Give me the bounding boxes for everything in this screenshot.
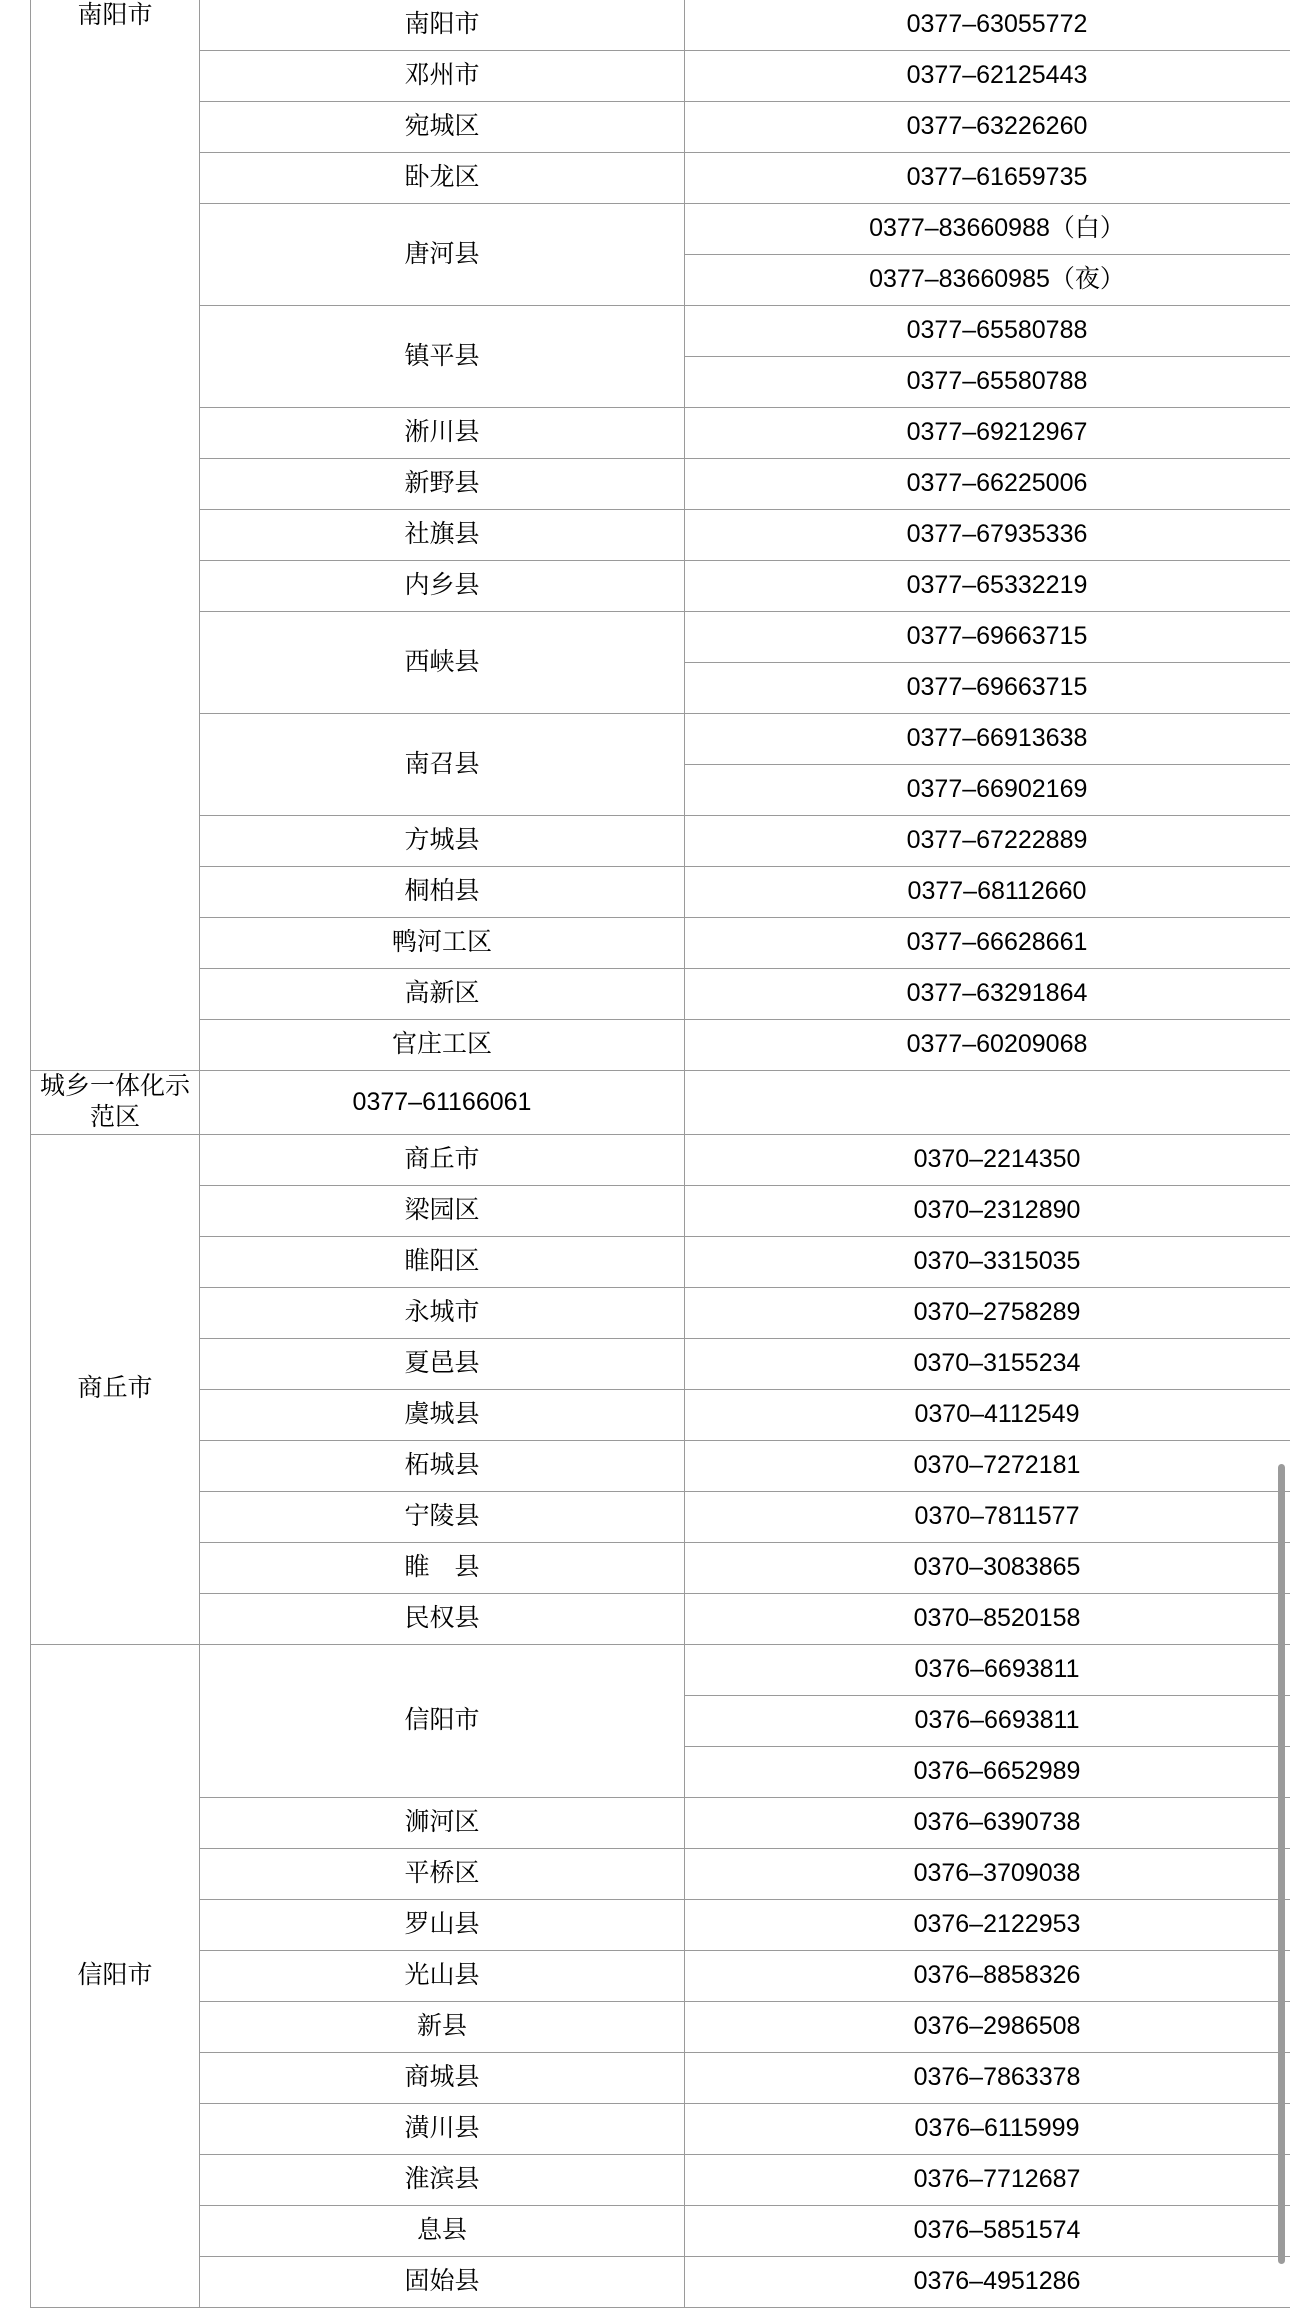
table-row — [31, 1899, 1290, 1950]
phone-cell: 0370–2214350 — [685, 1134, 1290, 1185]
table-row — [31, 1185, 1290, 1236]
table-row — [31, 612, 1290, 663]
district-cell: 新县 — [200, 2001, 685, 2052]
table-row — [31, 1134, 1290, 1185]
district-cell: 邓州市 — [200, 51, 685, 102]
district-cell: 新野县 — [200, 459, 685, 510]
city-cell: 商丘市 — [31, 1134, 200, 1644]
table-row — [31, 1491, 1290, 1542]
table-row — [31, 204, 1290, 255]
district-cell: 南召县 — [200, 714, 685, 816]
phone-cell: 0376–4951286 — [685, 2256, 1290, 2307]
table-row — [31, 2154, 1290, 2205]
table-row — [31, 1542, 1290, 1593]
table-row — [31, 1287, 1290, 1338]
district-cell: 宁陵县 — [200, 1491, 685, 1542]
phone-cell: 0377–60209068 — [685, 1020, 1290, 1071]
district-cell: 浉河区 — [200, 1797, 685, 1848]
district-cell: 唐河县 — [200, 204, 685, 306]
table-row — [31, 867, 1290, 918]
district-cell: 光山县 — [200, 1950, 685, 2001]
phone-cell: 0377–63055772 — [685, 0, 1290, 51]
table-row — [31, 408, 1290, 459]
district-cell: 商城县 — [200, 2052, 685, 2103]
table-row — [31, 816, 1290, 867]
phone-cell: 0376–3709038 — [685, 1848, 1290, 1899]
district-cell: 永城市 — [200, 1287, 685, 1338]
table-row — [31, 1797, 1290, 1848]
district-cell: 梁园区 — [200, 1185, 685, 1236]
table-row — [31, 1389, 1290, 1440]
phone-cell: 0376–2122953 — [685, 1899, 1290, 1950]
table-row — [31, 1950, 1290, 2001]
district-cell: 西峡县 — [200, 612, 685, 714]
district-cell: 息县 — [200, 2205, 685, 2256]
table-row — [31, 1848, 1290, 1899]
district-cell: 虞城县 — [200, 1389, 685, 1440]
district-cell: 夏邑县 — [200, 1338, 685, 1389]
table-row — [31, 153, 1290, 204]
phone-cell: 0377–63226260 — [685, 102, 1290, 153]
phone-cell: 0376–2986508 — [685, 2001, 1290, 2052]
phone-cell: 0377–61659735 — [685, 153, 1290, 204]
district-cell: 柘城县 — [200, 1440, 685, 1491]
phone-cell: 0377–65580788 — [685, 306, 1290, 357]
phone-cell: 0377–61166061 — [200, 1071, 685, 1135]
phone-cell: 0377–66225006 — [685, 459, 1290, 510]
district-cell: 罗山县 — [200, 1899, 685, 1950]
phone-cell: 0376–6652989 — [685, 1746, 1290, 1797]
phone-cell: 0370–7272181 — [685, 1440, 1290, 1491]
table-row — [31, 2001, 1290, 2052]
district-cell: 民权县 — [200, 1593, 685, 1644]
district-cell: 商丘市 — [200, 1134, 685, 1185]
phone-cell: 0377–63291864 — [685, 969, 1290, 1020]
phone-cell: 0370–3315035 — [685, 1236, 1290, 1287]
table-body — [31, 0, 1290, 2307]
table-row — [31, 714, 1290, 765]
district-cell: 信阳市 — [200, 1644, 685, 1797]
phone-cell: 0376–6693811 — [685, 1644, 1290, 1695]
table-row — [31, 1071, 1290, 1135]
district-cell: 淅川县 — [200, 408, 685, 459]
phone-cell: 0377–69663715 — [685, 663, 1290, 714]
phone-cell: 0370–3155234 — [685, 1338, 1290, 1389]
district-cell: 睢阳区 — [200, 1236, 685, 1287]
phone-cell: 0370–7811577 — [685, 1491, 1290, 1542]
table-row — [31, 1236, 1290, 1287]
table-row — [31, 1593, 1290, 1644]
district-cell: 镇平县 — [200, 306, 685, 408]
phone-cell: 0377–66902169 — [685, 765, 1290, 816]
table-row — [31, 1020, 1290, 1071]
phone-cell: 0376–6693811 — [685, 1695, 1290, 1746]
phone-cell: 0370–2312890 — [685, 1185, 1290, 1236]
city-cell: 南阳市 — [31, 0, 200, 1071]
table-row — [31, 51, 1290, 102]
table-row — [31, 459, 1290, 510]
phone-cell: 0377–83660985（夜） — [685, 255, 1290, 306]
phone-cell: 0377–69663715 — [685, 612, 1290, 663]
table-row — [31, 969, 1290, 1020]
phone-cell: 0377–62125443 — [685, 51, 1290, 102]
table-row — [31, 561, 1290, 612]
table-row — [31, 918, 1290, 969]
phone-cell: 0376–7712687 — [685, 2154, 1290, 2205]
table-row — [31, 2103, 1290, 2154]
phone-cell: 0377–68112660 — [685, 867, 1290, 918]
phone-cell: 0377–83660988（白） — [685, 204, 1290, 255]
district-cell: 社旗县 — [200, 510, 685, 561]
district-cell: 卧龙区 — [200, 153, 685, 204]
phone-cell: 0377–65580788 — [685, 357, 1290, 408]
vertical-scrollbar[interactable] — [1278, 1464, 1285, 2264]
city-cell: 信阳市 — [31, 1644, 200, 2307]
district-cell: 固始县 — [200, 2256, 685, 2307]
phone-cell: 0376–6390738 — [685, 1797, 1290, 1848]
phone-cell: 0377–67222889 — [685, 816, 1290, 867]
phone-cell: 0376–8858326 — [685, 1950, 1290, 2001]
district-cell: 平桥区 — [200, 1848, 685, 1899]
phone-cell: 0377–67935336 — [685, 510, 1290, 561]
table-row — [31, 1644, 1290, 1695]
phone-cell: 0370–4112549 — [685, 1389, 1290, 1440]
district-cell: 潢川县 — [200, 2103, 685, 2154]
district-cell: 淮滨县 — [200, 2154, 685, 2205]
phone-cell: 0377–66913638 — [685, 714, 1290, 765]
phone-cell: 0376–6115999 — [685, 2103, 1290, 2154]
district-cell: 城乡一体化示范区 — [31, 1071, 200, 1135]
phone-cell: 0377–66628661 — [685, 918, 1290, 969]
table-row — [31, 0, 1290, 51]
district-cell: 桐柏县 — [200, 867, 685, 918]
phone-cell: 0376–7863378 — [685, 2052, 1290, 2103]
phone-cell: 0370–3083865 — [685, 1542, 1290, 1593]
phone-cell: 0377–65332219 — [685, 561, 1290, 612]
table-row — [31, 102, 1290, 153]
phone-cell: 0376–5851574 — [685, 2205, 1290, 2256]
table-row — [31, 2205, 1290, 2256]
table-row — [31, 2052, 1290, 2103]
phone-cell: 0377–69212967 — [685, 408, 1290, 459]
district-cell: 睢 县 — [200, 1542, 685, 1593]
district-cell: 方城县 — [200, 816, 685, 867]
district-cell: 南阳市 — [200, 0, 685, 51]
phone-cell: 0370–2758289 — [685, 1287, 1290, 1338]
district-cell: 宛城区 — [200, 102, 685, 153]
table-row — [31, 510, 1290, 561]
table-row — [31, 1338, 1290, 1389]
phone-cell: 0370–8520158 — [685, 1593, 1290, 1644]
emergency-phone-table — [30, 0, 1290, 2308]
district-cell: 高新区 — [200, 969, 685, 1020]
table-row — [31, 1440, 1290, 1491]
district-cell: 官庄工区 — [200, 1020, 685, 1071]
table-row — [31, 306, 1290, 357]
district-cell: 内乡县 — [200, 561, 685, 612]
table-row — [31, 2256, 1290, 2307]
district-cell: 鸭河工区 — [200, 918, 685, 969]
